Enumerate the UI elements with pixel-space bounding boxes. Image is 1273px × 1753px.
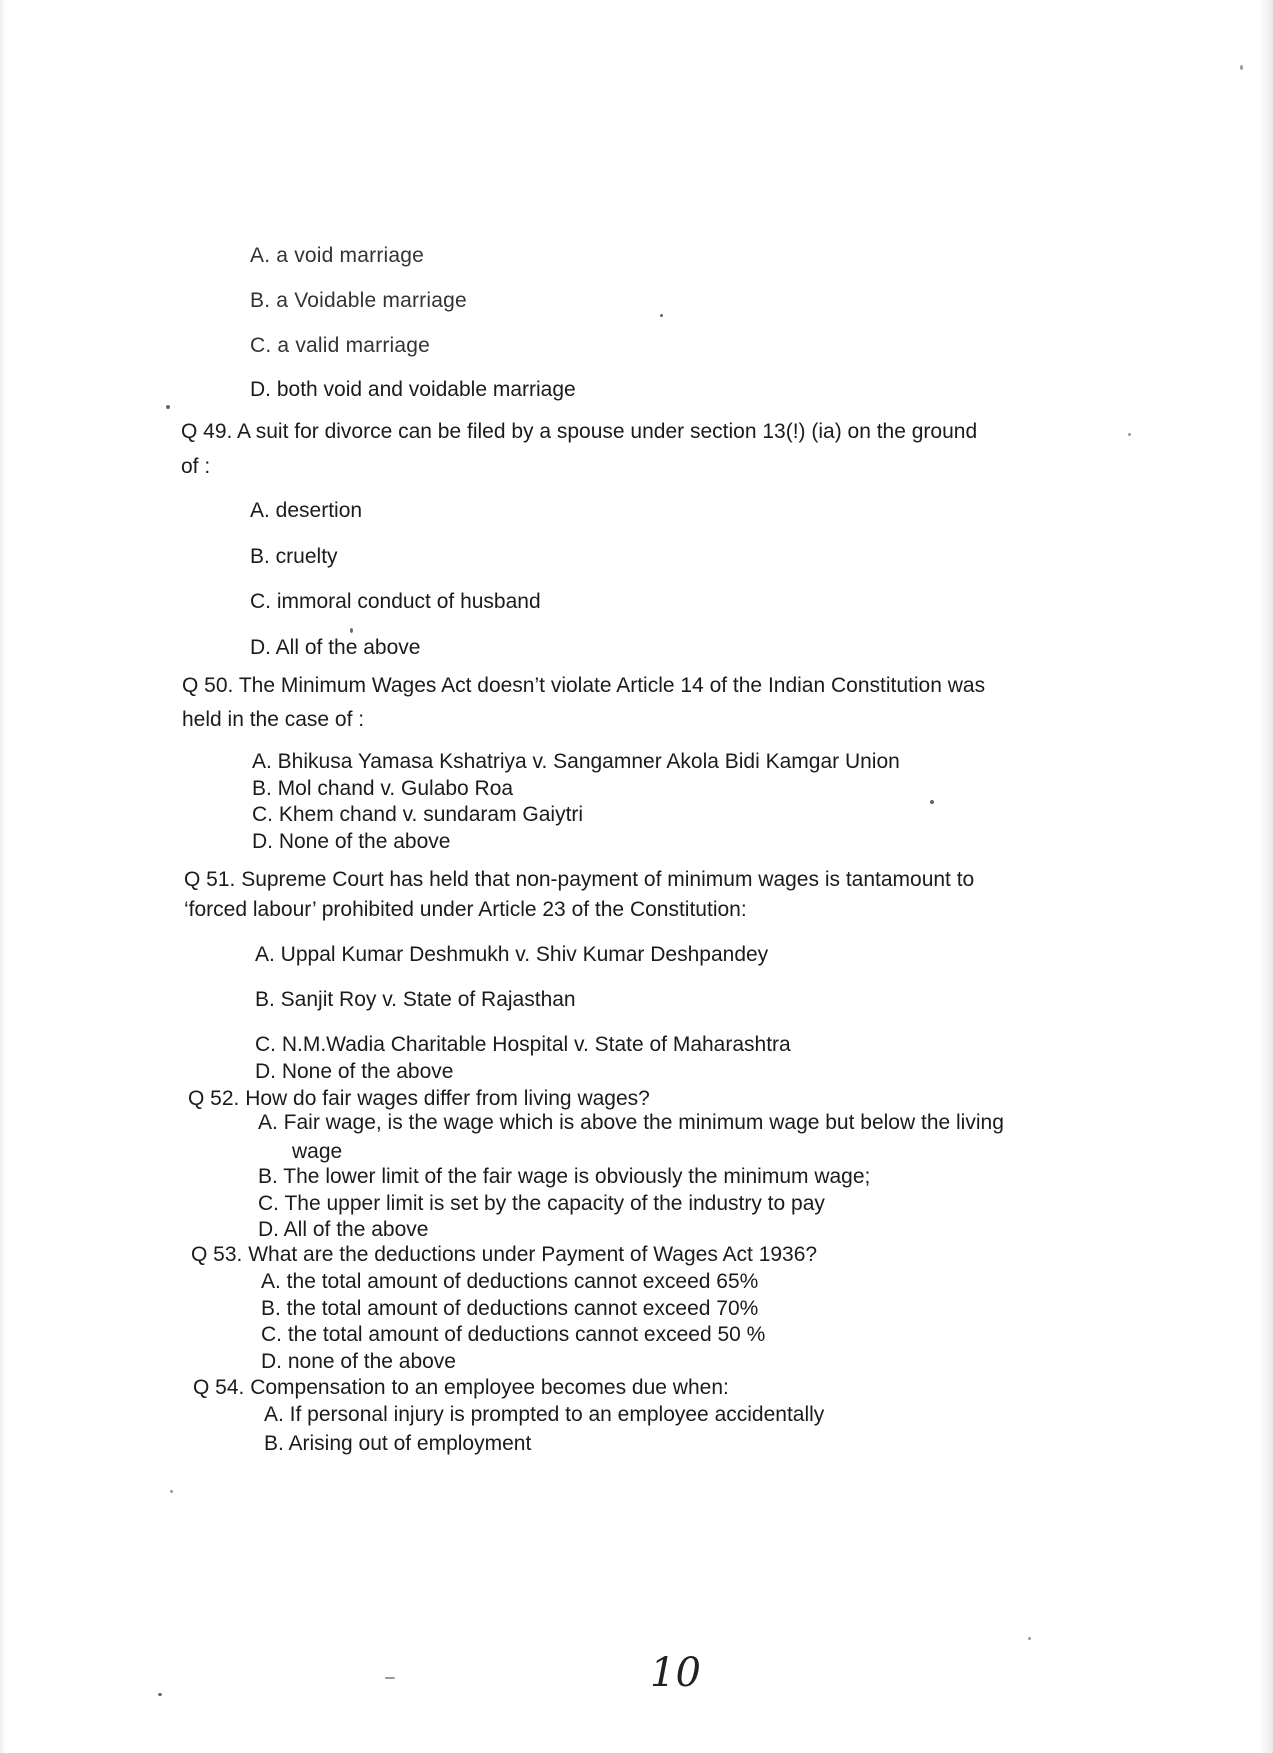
q51-option: B. Sanjit Roy v. State of Rajasthan: [255, 988, 576, 1011]
q49-option: D. All of the above: [250, 636, 421, 659]
scan-shadow-left: [0, 0, 6, 1753]
q53-text: Q 53. What are the deductions under Payment of Wages Act 1936?: [191, 1243, 818, 1266]
q52-option: B. The lower limit of the fair wage is obviously the minimum wage;: [258, 1165, 871, 1188]
scan-speck: [350, 628, 353, 633]
q50-text-line2: held in the case of :: [182, 708, 365, 731]
q50-text-line1: Q 50. The Minimum Wages Act doesn’t violate Article 14 of the Indian Constitution was: [182, 674, 986, 697]
q53-option: A. the total amount of deductions cannot exceed 65%: [261, 1270, 759, 1293]
scan-speck: [385, 1677, 395, 1679]
q51-option: A. Uppal Kumar Deshmukh v. Shiv Kumar Deshpandey: [255, 943, 769, 966]
q48-option-b: B. a Voidable marriage: [250, 289, 467, 312]
scan-shadow-right: [1259, 0, 1273, 1753]
q53-option: D. none of the above: [261, 1350, 456, 1373]
q51-text-line1: Q 51. Supreme Court has held that non-payment of minimum wages is tantamount to: [184, 868, 975, 891]
q50-option: B. Mol chand v. Gulabo Roa: [252, 777, 514, 800]
scan-speck: [1240, 65, 1243, 70]
q49-text-line1: Q 49. A suit for divorce can be filed by a spouse under section 13(!) (ia) on the ground: [181, 420, 978, 443]
q51-option: D. None of the above: [255, 1060, 454, 1083]
scan-speck: [1028, 1637, 1031, 1640]
scan-speck: [166, 405, 170, 409]
scan-speck: [1128, 433, 1131, 436]
scan-speck: [660, 314, 663, 317]
q53-option: C. the total amount of deductions cannot exceed 50 %: [261, 1323, 766, 1346]
q52-text: Q 52. How do fair wages differ from living wages?: [188, 1087, 650, 1110]
scan-speck: [930, 800, 934, 804]
q52-option: A. Fair wage, is the wage which is above the minimum wage but below the living: [258, 1111, 1004, 1134]
q51-text-line2: ‘forced labour’ prohibited under Article 23 of the Constitution:: [184, 898, 747, 921]
q48-option-c: C. a valid marriage: [250, 334, 431, 357]
scan-speck: [170, 1490, 173, 1493]
q52-option-continuation: wage: [292, 1140, 343, 1163]
q50-option: C. Khem chand v. sundaram Gaiytri: [252, 803, 584, 826]
q54-option: A. If personal injury is prompted to an employee accidentally: [264, 1403, 825, 1426]
q54-text: Q 54. Compensation to an employee becomes due when:: [193, 1376, 729, 1399]
q51-option: C. N.M.Wadia Charitable Hospital v. State of Maharashtra: [255, 1033, 791, 1056]
q52-option: C. The upper limit is set by the capacity of the industry to pay: [258, 1192, 825, 1215]
q49-option: B. cruelty: [250, 545, 338, 568]
q48-option-d: D. both void and voidable marriage: [250, 378, 576, 401]
q48-option-a: A. a void marriage: [250, 244, 425, 267]
q50-option: D. None of the above: [252, 830, 451, 853]
q49-option: C. immoral conduct of husband: [250, 590, 541, 613]
q49-text-line2: of :: [181, 455, 211, 478]
q50-option: A. Bhikusa Yamasa Kshatriya v. Sangamner Akola Bidi Kamgar Union: [252, 750, 900, 773]
q53-option: B. the total amount of deductions cannot exceed 70%: [261, 1297, 759, 1320]
q54-option: B. Arising out of employment: [264, 1432, 532, 1455]
page-number: 10: [650, 1650, 701, 1696]
q52-option: D. All of the above: [258, 1218, 429, 1241]
q49-option: A. desertion: [250, 499, 363, 522]
scan-speck: [158, 1693, 162, 1696]
